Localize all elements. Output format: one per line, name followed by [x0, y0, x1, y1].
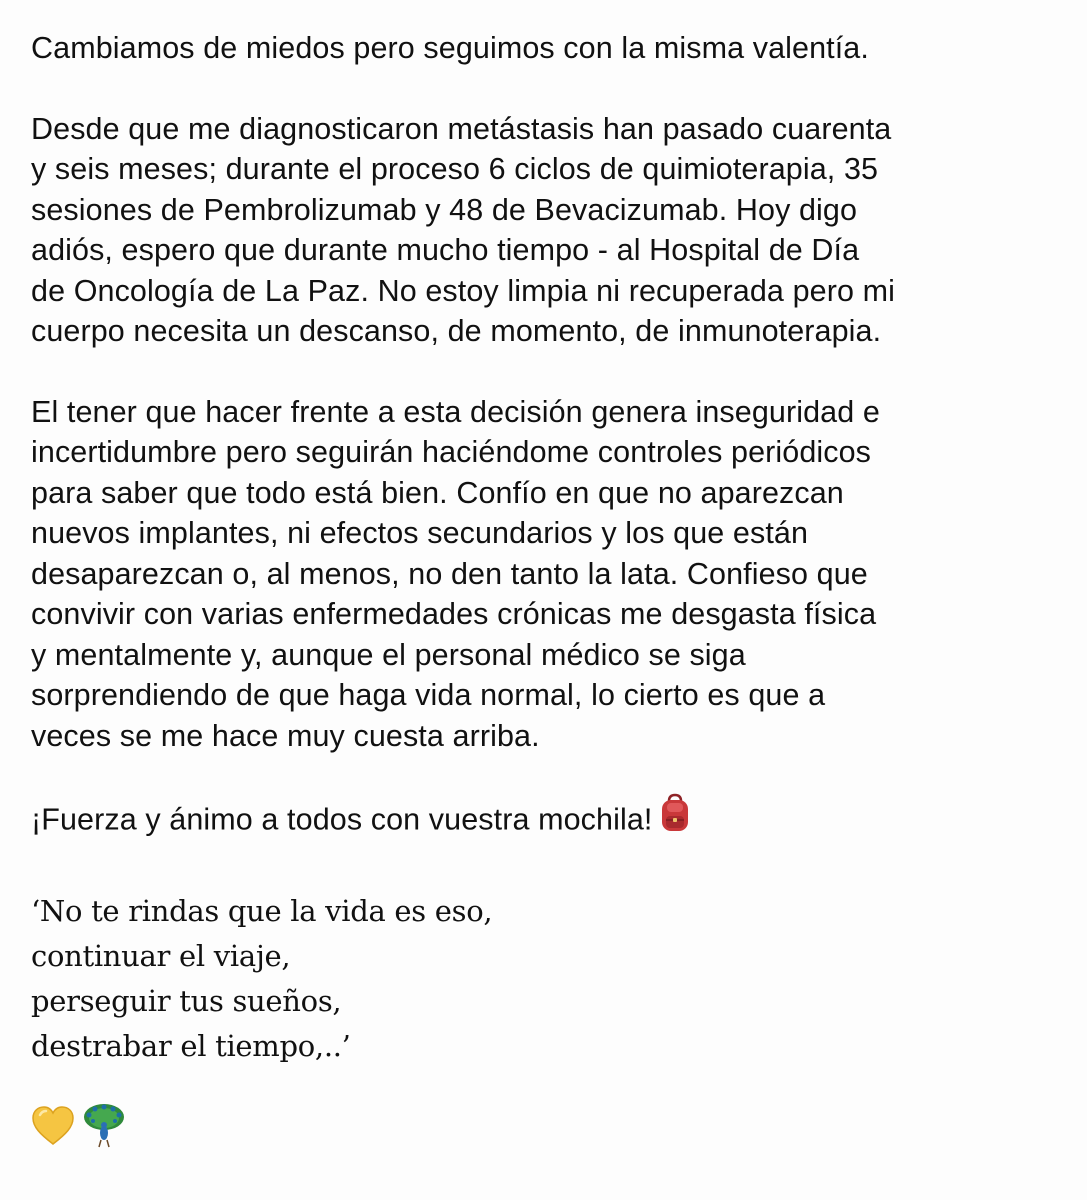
note-body	[31, 28, 1071, 1153]
footer-emoji-row	[31, 1105, 1071, 1153]
poem-quote	[31, 889, 1071, 1069]
text-line: desaparezcan o, al menos, no den tanto la lata. Confieso que	[31, 556, 868, 591]
paragraph-1	[31, 28, 1071, 69]
text-line: y mentalmente y, aunque el personal médico se siga	[31, 637, 746, 672]
backpack-icon	[658, 793, 692, 844]
text-line: incertidumbre pero seguirán haciéndome controles periódicos	[31, 435, 872, 469]
text-line: de Oncología de La Paz. No estoy limpia ni recuperada pero mi	[31, 273, 895, 308]
text-line: El tener que hacer frente a esta decisión genera inseguridad e	[31, 394, 880, 429]
paragraph-3	[31, 392, 1071, 757]
text-line: y seis meses; durante el proceso 6 ciclos de quimioterapia, 35	[31, 152, 879, 186]
paragraph-2	[31, 109, 1071, 352]
closing-cheer-text: ¡Fuerza y ánimo a todos con vuestra mochila!	[31, 802, 653, 837]
paragraph-4	[31, 796, 1071, 847]
text-line: Cambiamos de miedos pero seguimos con la misma valentía.	[31, 31, 869, 65]
text-line: veces se me hace muy cuesta arriba.	[31, 718, 540, 753]
text-line: Desde que me diagnosticaron metástasis han pasado cuarenta	[31, 111, 892, 146]
poem-line: continuar el viaje,	[31, 938, 291, 973]
text-line: adiós, espero que durante mucho tiempo - al Hospital de Día	[31, 233, 860, 267]
poem-line: ‘No te rindas que la vida es eso,	[31, 893, 493, 928]
text-line: sorprendiendo de que haga vida normal, lo cierto es que a	[31, 678, 826, 712]
text-line: cuerpo necesita un descanso, de momento, de inmunoterapia.	[31, 314, 882, 348]
yellow-heart-icon	[31, 1106, 75, 1151]
poem-line: destrabar el tiempo,..’	[31, 1028, 351, 1063]
peacock-icon	[81, 1103, 127, 1154]
text-line: convivir con varias enfermedades crónicas me desgasta física	[31, 597, 877, 631]
text-line-with-emoji	[31, 796, 1071, 847]
text-line: para saber que todo está bien. Confío en que no aparezcan	[31, 475, 844, 510]
text-line: nuevos implantes, ni efectos secundarios y los que están	[31, 516, 809, 550]
text-line: sesiones de Pembrolizumab y 48 de Bevacizumab. Hoy digo	[31, 192, 858, 227]
poem-line: perseguir tus sueños,	[31, 983, 342, 1018]
